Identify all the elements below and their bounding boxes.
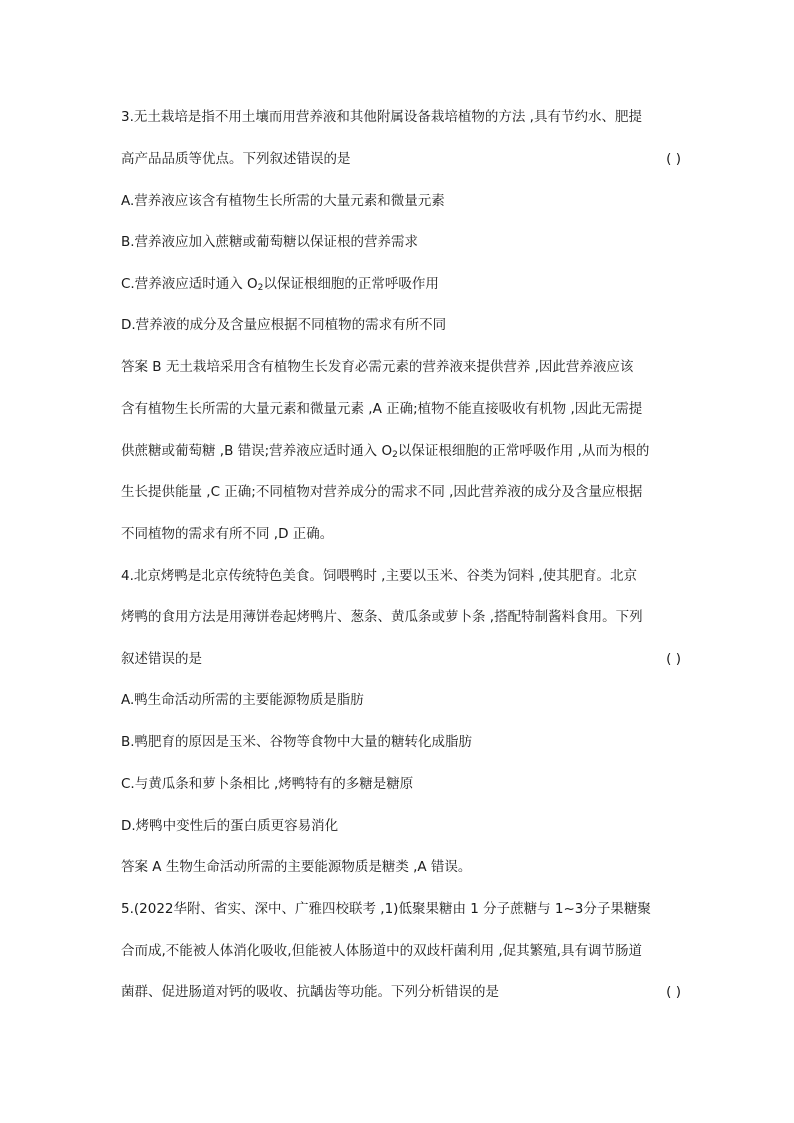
q4-answer-blank: ( ) <box>666 651 681 667</box>
q4-option-a: A.鸭生命活动所需的主要能源物质是脂肪 <box>121 692 364 708</box>
q5-answer-blank: ( ) <box>666 984 681 1000</box>
q5-stem-line1: 5.(2022华附、省实、深中、广雅四校联考 ,1)低聚果糖由 1 分子蔗糖与 1~3分子果糖聚 <box>121 901 651 917</box>
q3-answer-line4: 生长提供能量 ,C 正确;不同植物对营养成分的需求不同 ,因此营养液的成分及含量应根据 <box>121 484 643 500</box>
q4-option-d: D.烤鸭中变性后的蛋白质更容易消化 <box>121 818 339 834</box>
q3-answer-line3-subscript: 2 <box>392 450 398 460</box>
q3-option-c <box>121 274 681 294</box>
q5-stem-line3 <box>121 982 681 1002</box>
q3-answer-line3-pre: 供蔗糖或葡萄糖 ,B 错误;营养液应适时通入 O <box>121 443 393 459</box>
q3-answer-line2: 含有植物生长所需的大量元素和微量元素 ,A 正确;植物不能直接吸收有机物 ,因此无需提 <box>121 401 643 417</box>
q3-stem-line1: 3.无土栽培是指不用土壤而用营养液和其他附属设备栽培植物的方法 ,具有节约水、肥提 <box>121 109 642 125</box>
q5-stem-line3-text: 菌群、促进肠道对钙的吸收、抗龋齿等功能。下列分析错误的是 <box>121 984 499 1000</box>
q3-answer-blank: ( ) <box>666 151 681 167</box>
q4-stem-line2: 烤鸭的食用方法是用薄饼卷起烤鸭片、葱条、黄瓜条或萝卜条 ,搭配特制酱料食用。下列 <box>121 609 643 625</box>
q3-option-c-post: 以保证根细胞的正常呼吸作用 <box>263 276 439 292</box>
q4-answer-line1: 答案 A 生物生命活动所需的主要能源物质是糖类 ,A 错误。 <box>121 859 472 875</box>
q3-answer-line5: 不同植物的需求有所不同 ,D 正确。 <box>121 526 334 542</box>
q4-stem-line3 <box>121 649 681 669</box>
q3-option-a: A.营养液应该含有植物生长所需的大量元素和微量元素 <box>121 193 445 209</box>
q4-option-b: B.鸭肥育的原因是玉米、谷物等食物中大量的糖转化成脂肪 <box>121 734 473 750</box>
q3-option-b: B.营养液应加入蔗糖或葡萄糖以保证根的营养需求 <box>121 234 419 250</box>
q4-option-c: C.与黄瓜条和萝卜条相比 ,烤鸭特有的多糖是糖原 <box>121 776 414 792</box>
q3-stem-line2-text: 高产品品质等优点。下列叙述错误的是 <box>121 151 351 167</box>
q3-answer-line3 <box>121 441 681 461</box>
q4-stem-line3-text: 叙述错误的是 <box>121 651 202 667</box>
q3-option-c-subscript: 2 <box>257 283 264 293</box>
q3-stem-line2 <box>121 149 681 169</box>
q3-answer-line3-post: 以保证根细胞的正常呼吸作用 ,从而为根的 <box>397 443 650 459</box>
q3-option-c-pre: C.营养液应适时通入 O <box>121 276 258 292</box>
q3-answer-line1: 答案 B 无土栽培采用含有植物生长发育必需元素的营养液来提供营养 ,因此营养液应该 <box>121 359 634 375</box>
q4-stem-line1: 4.北京烤鸭是北京传统特色美食。饲喂鸭时 ,主要以玉米、谷类为饲料 ,使其肥育。北京 <box>121 568 638 584</box>
q5-stem-line2: 合而成,不能被人体消化吸收,但能被人体肠道中的双歧杆菌利用 ,促其繁殖,具有调节肠道 <box>121 943 642 959</box>
q3-option-d: D.营养液的成分及含量应根据不同植物的需求有所不同 <box>121 317 447 333</box>
